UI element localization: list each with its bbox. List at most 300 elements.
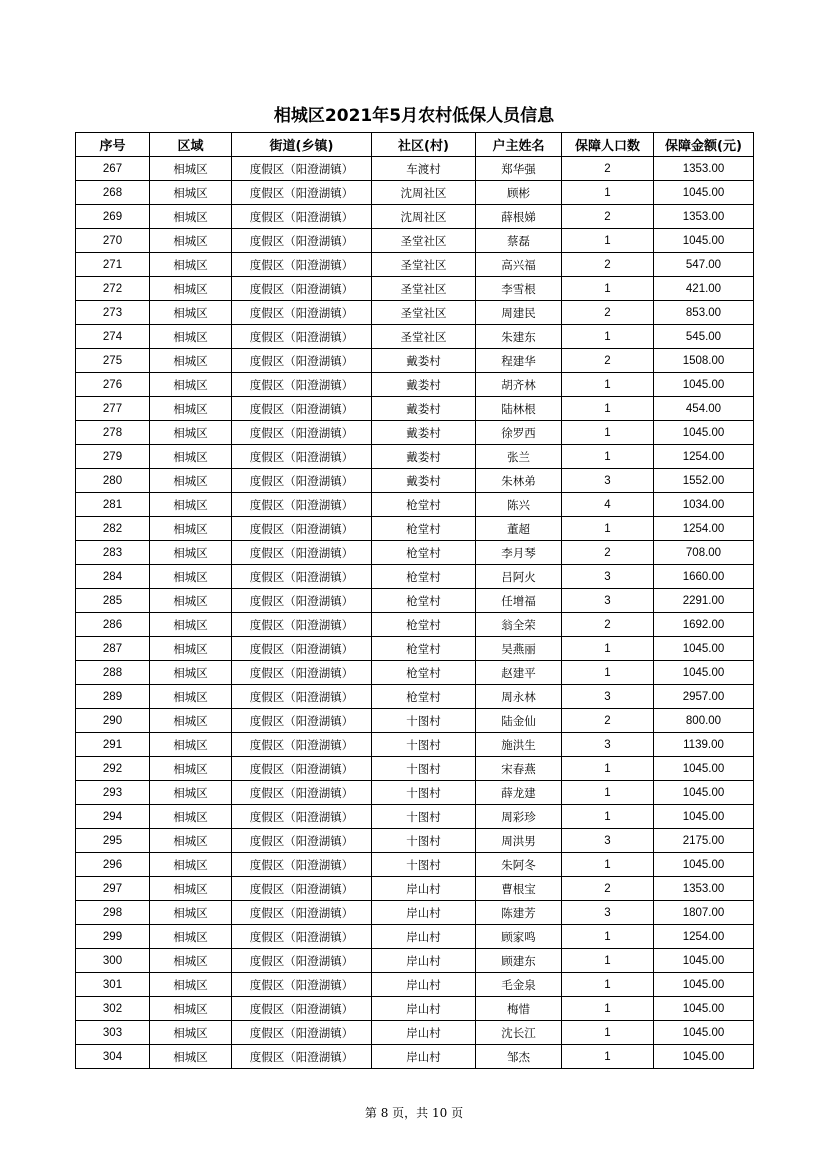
cell-street: 度假区（阳澄湖镇） — [232, 229, 372, 253]
cell-community: 十图村 — [372, 853, 476, 877]
cell-street: 度假区（阳澄湖镇） — [232, 157, 372, 181]
cell-area: 相城区 — [150, 349, 232, 373]
cell-amount: 1254.00 — [654, 925, 754, 949]
cell-amount: 1045.00 — [654, 1021, 754, 1045]
table-row — [76, 349, 754, 373]
cell-street: 度假区（阳澄湖镇） — [232, 925, 372, 949]
cell-amount: 1045.00 — [654, 373, 754, 397]
cell-persons: 3 — [562, 685, 654, 709]
cell-index: 295 — [76, 829, 150, 853]
cell-persons: 2 — [562, 253, 654, 277]
cell-amount: 1045.00 — [654, 805, 754, 829]
cell-amount: 1045.00 — [654, 781, 754, 805]
cell-community: 十图村 — [372, 805, 476, 829]
cell-index: 286 — [76, 613, 150, 637]
table-row — [76, 517, 754, 541]
cell-index: 274 — [76, 325, 150, 349]
cell-community: 枪堂村 — [372, 589, 476, 613]
cell-amount: 1692.00 — [654, 613, 754, 637]
cell-area: 相城区 — [150, 301, 232, 325]
cell-persons: 2 — [562, 541, 654, 565]
cell-persons: 4 — [562, 493, 654, 517]
cell-householder: 赵建平 — [476, 661, 562, 685]
cell-area: 相城区 — [150, 277, 232, 301]
table-row — [76, 181, 754, 205]
table-row — [76, 685, 754, 709]
cell-index: 291 — [76, 733, 150, 757]
cell-amount: 1508.00 — [654, 349, 754, 373]
cell-index: 271 — [76, 253, 150, 277]
cell-street: 度假区（阳澄湖镇） — [232, 637, 372, 661]
cell-area: 相城区 — [150, 325, 232, 349]
table-row — [76, 877, 754, 901]
table-row — [76, 949, 754, 973]
cell-persons: 1 — [562, 277, 654, 301]
cell-persons: 1 — [562, 637, 654, 661]
cell-area: 相城区 — [150, 805, 232, 829]
cell-persons: 1 — [562, 997, 654, 1021]
cell-persons: 1 — [562, 445, 654, 469]
cell-amount: 2175.00 — [654, 829, 754, 853]
cell-amount: 1353.00 — [654, 877, 754, 901]
cell-persons: 1 — [562, 853, 654, 877]
cell-area: 相城区 — [150, 1021, 232, 1045]
cell-community: 戴娄村 — [372, 445, 476, 469]
data-table — [75, 132, 754, 1069]
cell-community: 戴娄村 — [372, 397, 476, 421]
cell-persons: 2 — [562, 205, 654, 229]
cell-persons: 1 — [562, 373, 654, 397]
cell-community: 十图村 — [372, 829, 476, 853]
cell-amount: 421.00 — [654, 277, 754, 301]
cell-street: 度假区（阳澄湖镇） — [232, 901, 372, 925]
cell-amount: 1045.00 — [654, 997, 754, 1021]
cell-amount: 2291.00 — [654, 589, 754, 613]
cell-persons: 1 — [562, 757, 654, 781]
table-row — [76, 421, 754, 445]
col-header-householder: 户主姓名 — [476, 133, 562, 157]
cell-street: 度假区（阳澄湖镇） — [232, 421, 372, 445]
cell-area: 相城区 — [150, 661, 232, 685]
cell-householder: 朱林弟 — [476, 469, 562, 493]
cell-community: 戴娄村 — [372, 373, 476, 397]
cell-householder: 周洪男 — [476, 829, 562, 853]
cell-index: 280 — [76, 469, 150, 493]
table-row — [76, 901, 754, 925]
cell-index: 281 — [76, 493, 150, 517]
cell-area: 相城区 — [150, 565, 232, 589]
cell-street: 度假区（阳澄湖镇） — [232, 469, 372, 493]
col-header-persons: 保障人口数 — [562, 133, 654, 157]
cell-householder: 朱阿冬 — [476, 853, 562, 877]
table-row — [76, 373, 754, 397]
cell-householder: 董超 — [476, 517, 562, 541]
cell-index: 294 — [76, 805, 150, 829]
table-row — [76, 253, 754, 277]
cell-amount: 1045.00 — [654, 637, 754, 661]
cell-householder: 张兰 — [476, 445, 562, 469]
page-title: 相城区2021年5月农村低保人员信息 — [273, 106, 555, 126]
table-row — [76, 277, 754, 301]
cell-index: 277 — [76, 397, 150, 421]
cell-householder: 顾彬 — [476, 181, 562, 205]
cell-street: 度假区（阳澄湖镇） — [232, 829, 372, 853]
cell-area: 相城区 — [150, 517, 232, 541]
cell-persons: 1 — [562, 973, 654, 997]
cell-persons: 1 — [562, 229, 654, 253]
cell-street: 度假区（阳澄湖镇） — [232, 493, 372, 517]
cell-householder: 梅惜 — [476, 997, 562, 1021]
cell-street: 度假区（阳澄湖镇） — [232, 781, 372, 805]
cell-index: 270 — [76, 229, 150, 253]
cell-householder: 陆林根 — [476, 397, 562, 421]
cell-householder: 朱建东 — [476, 325, 562, 349]
cell-area: 相城区 — [150, 421, 232, 445]
cell-index: 283 — [76, 541, 150, 565]
cell-amount: 708.00 — [654, 541, 754, 565]
cell-area: 相城区 — [150, 445, 232, 469]
cell-community: 圣堂社区 — [372, 229, 476, 253]
col-header-index: 序号 — [76, 133, 150, 157]
cell-street: 度假区（阳澄湖镇） — [232, 565, 372, 589]
cell-community: 岸山村 — [372, 1021, 476, 1045]
cell-area: 相城区 — [150, 877, 232, 901]
cell-area: 相城区 — [150, 541, 232, 565]
cell-community: 枪堂村 — [372, 517, 476, 541]
cell-index: 287 — [76, 637, 150, 661]
cell-area: 相城区 — [150, 205, 232, 229]
cell-community: 圣堂社区 — [372, 301, 476, 325]
cell-community: 沈周社区 — [372, 181, 476, 205]
cell-amount: 1254.00 — [654, 445, 754, 469]
cell-persons: 1 — [562, 517, 654, 541]
table-row — [76, 733, 754, 757]
cell-community: 十图村 — [372, 733, 476, 757]
cell-householder: 胡齐林 — [476, 373, 562, 397]
cell-area: 相城区 — [150, 373, 232, 397]
cell-persons: 1 — [562, 1021, 654, 1045]
cell-index: 273 — [76, 301, 150, 325]
cell-index: 288 — [76, 661, 150, 685]
table-body — [76, 157, 754, 1069]
cell-index: 275 — [76, 349, 150, 373]
cell-community: 圣堂社区 — [372, 325, 476, 349]
table-row — [76, 565, 754, 589]
cell-index: 299 — [76, 925, 150, 949]
cell-amount: 1254.00 — [654, 517, 754, 541]
cell-street: 度假区（阳澄湖镇） — [232, 709, 372, 733]
cell-area: 相城区 — [150, 973, 232, 997]
cell-index: 296 — [76, 853, 150, 877]
cell-community: 岸山村 — [372, 949, 476, 973]
cell-index: 300 — [76, 949, 150, 973]
cell-index: 301 — [76, 973, 150, 997]
cell-area: 相城区 — [150, 493, 232, 517]
cell-amount: 1034.00 — [654, 493, 754, 517]
cell-householder: 蔡磊 — [476, 229, 562, 253]
cell-area: 相城区 — [150, 781, 232, 805]
cell-street: 度假区（阳澄湖镇） — [232, 853, 372, 877]
cell-amount: 454.00 — [654, 397, 754, 421]
cell-street: 度假区（阳澄湖镇） — [232, 301, 372, 325]
cell-area: 相城区 — [150, 613, 232, 637]
table-row — [76, 205, 754, 229]
cell-street: 度假区（阳澄湖镇） — [232, 1021, 372, 1045]
cell-index: 292 — [76, 757, 150, 781]
cell-street: 度假区（阳澄湖镇） — [232, 589, 372, 613]
cell-index: 290 — [76, 709, 150, 733]
cell-amount: 1807.00 — [654, 901, 754, 925]
page-footer: 第 8 页，共 10 页 — [364, 1106, 464, 1120]
cell-index: 285 — [76, 589, 150, 613]
cell-amount: 853.00 — [654, 301, 754, 325]
cell-street: 度假区（阳澄湖镇） — [232, 805, 372, 829]
cell-persons: 3 — [562, 589, 654, 613]
cell-amount: 547.00 — [654, 253, 754, 277]
cell-area: 相城区 — [150, 229, 232, 253]
cell-index: 267 — [76, 157, 150, 181]
cell-householder: 薛龙建 — [476, 781, 562, 805]
table-row — [76, 661, 754, 685]
cell-amount: 1045.00 — [654, 853, 754, 877]
cell-householder: 周永林 — [476, 685, 562, 709]
cell-persons: 2 — [562, 349, 654, 373]
cell-index: 284 — [76, 565, 150, 589]
cell-amount: 1353.00 — [654, 157, 754, 181]
col-header-amount: 保障金额(元) — [654, 133, 754, 157]
cell-householder: 高兴福 — [476, 253, 562, 277]
table-row — [76, 973, 754, 997]
table-row — [76, 829, 754, 853]
cell-index: 297 — [76, 877, 150, 901]
cell-householder: 翁全荣 — [476, 613, 562, 637]
cell-index: 279 — [76, 445, 150, 469]
cell-index: 269 — [76, 205, 150, 229]
cell-community: 圣堂社区 — [372, 277, 476, 301]
cell-street: 度假区（阳澄湖镇） — [232, 517, 372, 541]
cell-street: 度假区（阳澄湖镇） — [232, 1045, 372, 1069]
cell-householder: 顾家鸣 — [476, 925, 562, 949]
cell-index: 298 — [76, 901, 150, 925]
cell-persons: 2 — [562, 301, 654, 325]
cell-persons: 1 — [562, 781, 654, 805]
table-row — [76, 445, 754, 469]
cell-community: 圣堂社区 — [372, 253, 476, 277]
cell-area: 相城区 — [150, 253, 232, 277]
cell-amount: 545.00 — [654, 325, 754, 349]
cell-persons: 1 — [562, 949, 654, 973]
cell-street: 度假区（阳澄湖镇） — [232, 661, 372, 685]
cell-persons: 2 — [562, 877, 654, 901]
cell-index: 276 — [76, 373, 150, 397]
cell-householder: 吴燕丽 — [476, 637, 562, 661]
cell-area: 相城区 — [150, 901, 232, 925]
cell-area: 相城区 — [150, 637, 232, 661]
cell-index: 278 — [76, 421, 150, 445]
col-header-community: 社区(村) — [372, 133, 476, 157]
cell-householder: 陆金仙 — [476, 709, 562, 733]
table-row — [76, 397, 754, 421]
cell-street: 度假区（阳澄湖镇） — [232, 685, 372, 709]
cell-amount: 1045.00 — [654, 421, 754, 445]
cell-amount: 1139.00 — [654, 733, 754, 757]
cell-area: 相城区 — [150, 829, 232, 853]
cell-area: 相城区 — [150, 757, 232, 781]
cell-householder: 郑华强 — [476, 157, 562, 181]
cell-persons: 1 — [562, 1045, 654, 1069]
table-row — [76, 805, 754, 829]
cell-householder: 顾建东 — [476, 949, 562, 973]
cell-persons: 3 — [562, 901, 654, 925]
cell-amount: 1045.00 — [654, 1045, 754, 1069]
cell-amount: 1045.00 — [654, 757, 754, 781]
cell-persons: 1 — [562, 181, 654, 205]
cell-area: 相城区 — [150, 397, 232, 421]
cell-householder: 李雪根 — [476, 277, 562, 301]
table-header-row — [76, 133, 754, 157]
cell-area: 相城区 — [150, 949, 232, 973]
cell-area: 相城区 — [150, 181, 232, 205]
cell-index: 289 — [76, 685, 150, 709]
cell-community: 岸山村 — [372, 1045, 476, 1069]
cell-area: 相城区 — [150, 733, 232, 757]
table-row — [76, 925, 754, 949]
cell-community: 岸山村 — [372, 877, 476, 901]
cell-community: 岸山村 — [372, 925, 476, 949]
cell-street: 度假区（阳澄湖镇） — [232, 733, 372, 757]
cell-community: 车渡村 — [372, 157, 476, 181]
cell-street: 度假区（阳澄湖镇） — [232, 277, 372, 301]
table-row — [76, 613, 754, 637]
cell-community: 枪堂村 — [372, 661, 476, 685]
cell-householder: 周建民 — [476, 301, 562, 325]
cell-community: 戴娄村 — [372, 349, 476, 373]
cell-street: 度假区（阳澄湖镇） — [232, 877, 372, 901]
cell-area: 相城区 — [150, 925, 232, 949]
cell-index: 303 — [76, 1021, 150, 1045]
cell-street: 度假区（阳澄湖镇） — [232, 397, 372, 421]
table-row — [76, 301, 754, 325]
cell-amount: 1045.00 — [654, 229, 754, 253]
cell-community: 枪堂村 — [372, 685, 476, 709]
cell-amount: 1660.00 — [654, 565, 754, 589]
cell-index: 293 — [76, 781, 150, 805]
cell-area: 相城区 — [150, 1045, 232, 1069]
cell-index: 282 — [76, 517, 150, 541]
cell-persons: 1 — [562, 325, 654, 349]
table-row — [76, 997, 754, 1021]
cell-community: 沈周社区 — [372, 205, 476, 229]
cell-persons: 1 — [562, 421, 654, 445]
cell-amount: 1045.00 — [654, 949, 754, 973]
cell-area: 相城区 — [150, 589, 232, 613]
cell-householder: 徐罗西 — [476, 421, 562, 445]
cell-persons: 2 — [562, 157, 654, 181]
table-row — [76, 469, 754, 493]
cell-persons: 1 — [562, 805, 654, 829]
cell-householder: 陈建芳 — [476, 901, 562, 925]
col-header-area: 区域 — [150, 133, 232, 157]
table-row — [76, 589, 754, 613]
table-row — [76, 853, 754, 877]
cell-community: 岸山村 — [372, 973, 476, 997]
table-row — [76, 757, 754, 781]
cell-community: 十图村 — [372, 757, 476, 781]
cell-amount: 1353.00 — [654, 205, 754, 229]
table-row — [76, 229, 754, 253]
cell-persons: 1 — [562, 397, 654, 421]
cell-persons: 2 — [562, 613, 654, 637]
cell-amount: 1552.00 — [654, 469, 754, 493]
cell-amount: 2957.00 — [654, 685, 754, 709]
cell-street: 度假区（阳澄湖镇） — [232, 445, 372, 469]
table-row — [76, 1021, 754, 1045]
cell-householder: 薛根娣 — [476, 205, 562, 229]
cell-area: 相城区 — [150, 157, 232, 181]
cell-index: 302 — [76, 997, 150, 1021]
cell-street: 度假区（阳澄湖镇） — [232, 253, 372, 277]
cell-community: 岸山村 — [372, 997, 476, 1021]
cell-community: 戴娄村 — [372, 421, 476, 445]
cell-householder: 沈长江 — [476, 1021, 562, 1045]
table-row — [76, 781, 754, 805]
cell-amount: 800.00 — [654, 709, 754, 733]
cell-area: 相城区 — [150, 469, 232, 493]
cell-householder: 曹根宝 — [476, 877, 562, 901]
cell-householder: 毛金泉 — [476, 973, 562, 997]
cell-community: 戴娄村 — [372, 469, 476, 493]
cell-householder: 邹杰 — [476, 1045, 562, 1069]
cell-amount: 1045.00 — [654, 181, 754, 205]
cell-community: 枪堂村 — [372, 613, 476, 637]
cell-index: 272 — [76, 277, 150, 301]
table-row — [76, 1045, 754, 1069]
cell-persons: 1 — [562, 925, 654, 949]
col-header-street: 街道(乡镇) — [232, 133, 372, 157]
cell-persons: 2 — [562, 709, 654, 733]
cell-persons: 3 — [562, 469, 654, 493]
cell-street: 度假区（阳澄湖镇） — [232, 757, 372, 781]
cell-community: 枪堂村 — [372, 637, 476, 661]
cell-persons: 3 — [562, 565, 654, 589]
table-row — [76, 541, 754, 565]
cell-area: 相城区 — [150, 685, 232, 709]
cell-index: 268 — [76, 181, 150, 205]
cell-householder: 周彩珍 — [476, 805, 562, 829]
cell-street: 度假区（阳澄湖镇） — [232, 949, 372, 973]
cell-street: 度假区（阳澄湖镇） — [232, 325, 372, 349]
cell-community: 枪堂村 — [372, 541, 476, 565]
cell-community: 十图村 — [372, 781, 476, 805]
cell-householder: 任增福 — [476, 589, 562, 613]
cell-persons: 3 — [562, 733, 654, 757]
cell-community: 枪堂村 — [372, 565, 476, 589]
cell-householder: 宋春燕 — [476, 757, 562, 781]
table-row — [76, 325, 754, 349]
cell-street: 度假区（阳澄湖镇） — [232, 181, 372, 205]
cell-area: 相城区 — [150, 709, 232, 733]
cell-area: 相城区 — [150, 853, 232, 877]
cell-householder: 施洪生 — [476, 733, 562, 757]
cell-householder: 李月琴 — [476, 541, 562, 565]
cell-street: 度假区（阳澄湖镇） — [232, 541, 372, 565]
cell-area: 相城区 — [150, 997, 232, 1021]
cell-index: 304 — [76, 1045, 150, 1069]
table-row — [76, 637, 754, 661]
cell-community: 枪堂村 — [372, 493, 476, 517]
cell-community: 岸山村 — [372, 901, 476, 925]
cell-street: 度假区（阳澄湖镇） — [232, 205, 372, 229]
